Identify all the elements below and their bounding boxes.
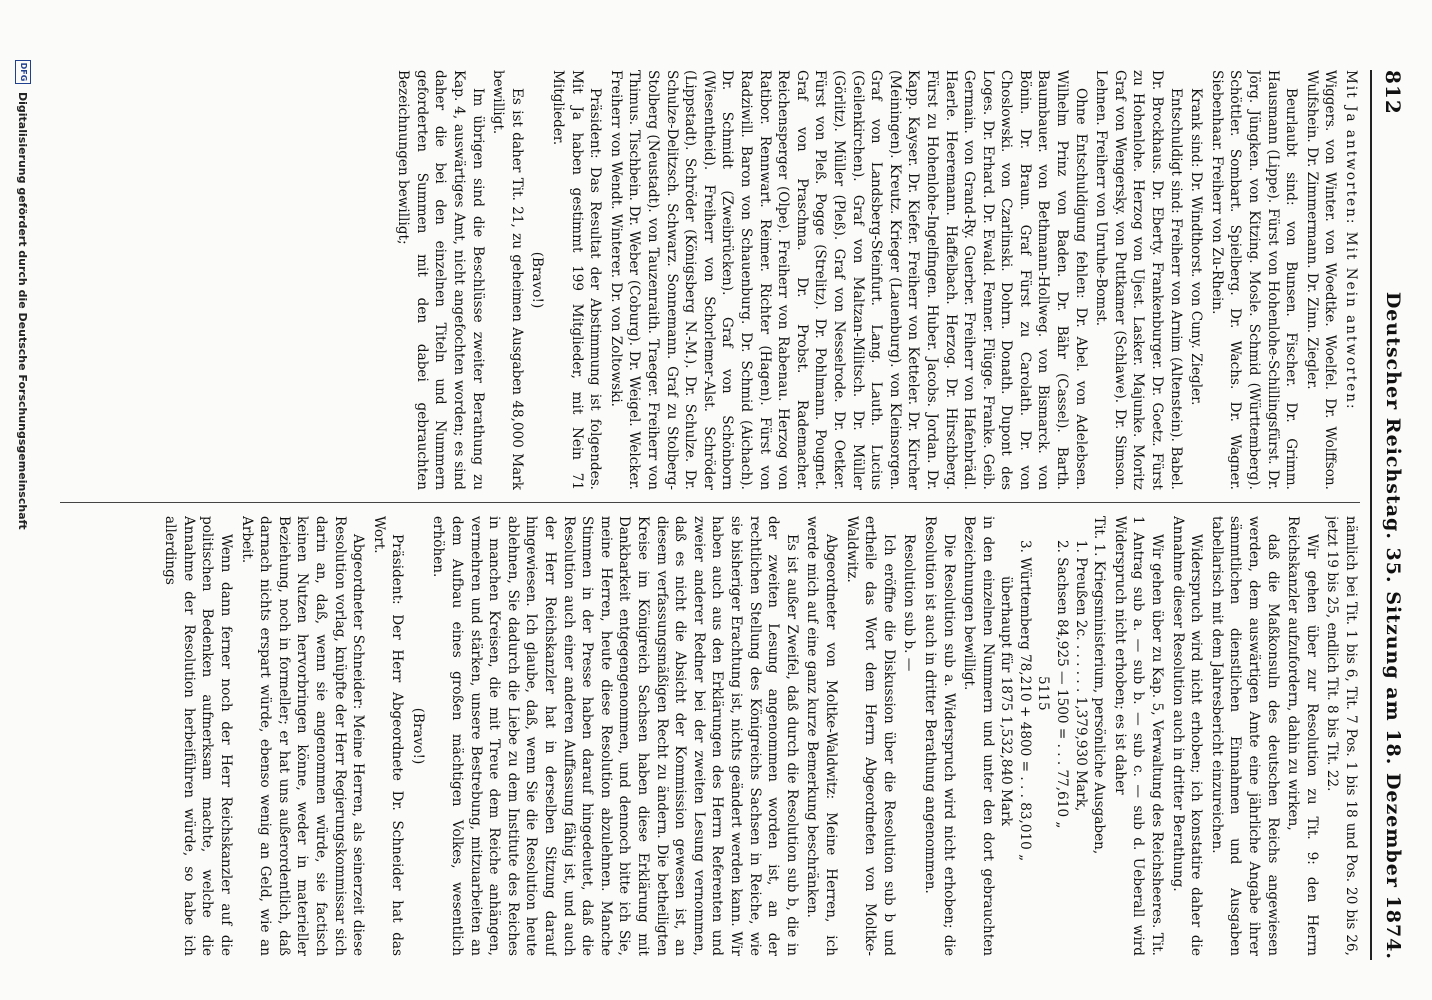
paragraph-titles: nämlich bei Tit. 1 bis 6, Tit. 7 Pos. 1 bis 18 und Pos. 20 bis 26, jetzt 19 bis 25, endlich Tit. 8 bis Tit. 22. [1324, 516, 1359, 956]
speech-moltke-body: Es ist außer Zweifel, daß durch die Resolution sub b, die in der zweiten Lesung angenommen worden ist, an der rechtlichen Stellung des Königreichs Sachsen in Reiche, wie sie bisheriger Erachtung ist, nichts geändert werden kann. Wir haben auch aus den Erklärungen des Herrn Referenten und zweier anderer Redner bei der zweiten Lesung vernommen, daß es nicht die Absicht der Kommission gewesen ist, an diesem verfassungsmäßigen Recht zu ändern. Die betheiligten Kreise im Königreich Sachsen haben diese Erklärung mit Dankbarkeit entgegengenommen, und dennoch bitte ich Sie, meine Herren, heute diese Resolution abzulehnen. Manche Stimmen in der Presse haben darauf hingedeutet, daß die Resolution auch einer anderen Auffassung fähig ist, und auch der Herr Reichskanzler hat in derselben Sitzung darauf hingewiesen. Ich glaube, daß, wenn Sie die Resolution heute ablehnen, Sie dadurch die Liebe zu dem Institute des Reiches in manchen Kreisen, die mit Treue dem Reiche anhängen, vermehren und stärken, unsere Bestrebung, mitzuarbeiten an dem Aufbau eines großen mächtigen Volkes, wesentlich erhöhen. [430, 516, 800, 956]
absent-on-leave: Beurlaubt sind: von Bunsen. Fischer. Dr. Grimm. Hausmann (Lippe). Fürst von Hohenlohe-Schillingsfürst. Dr. Jörg. Jüngken. von Kitzing. Mosle. Schmid (Württemberg). Schöttler. Sombart. Spielberg. Dr. Wachs. Dr. Wagner. Siebenhaar. Freiherr von Zu-Rhein. [1208, 70, 1300, 490]
paragraph-resolution-text: daß die Maßkonsuln des deutschen Reichs angewiesen werden, dem auswärtigen Amte eine jährliche Angabe ihrer sämmtlichen dienstlichen Einnahmen und Ausgaben tabellarisch mit dem Jahresbericht einzureichen. [1208, 516, 1281, 956]
speech-schneider: Abgeordneter Schneider: Meine Herren, als seinerzeit diese Resolution vorlag, knüpfte der Herr Regierungskommissar sich darin an, daß, wenn sie angenommen würde, sie factisch keinen Nutzen hervorbringen könne, weder in materieller Beziehung, noch in formeller; er hat uns außerordentlich, daß darnach nichts erspart würde, ebenso wenig an Geld, wie an Arbeit. [238, 516, 367, 956]
dfg-logo-icon: DFG [15, 60, 31, 84]
paragraph-remaining: Im übrigen sind die Beschlüsse zweiter Berathung zu Kap. 4, auswärtiges Amt, nicht angefochten worden; es sind daher die bei den einzelnen Titeln und Nummern geforderten Summen mit den dabei gebrauchten Bezeichnungen bewilligt; [395, 70, 486, 490]
speech-moltke-intro: Abgeordneter von Moltke-Waldwitz: Meine Herren, ich werde mich auf eine ganz kurze Bemerkung beschränken. [804, 516, 839, 956]
budget-line: 1. Preußen 2c. . . . . . . 1,379,930 Mark, [1072, 540, 1089, 812]
unexcused-members: Ohne Entschuldigung fehlen: Dr. Abel. von Adelebsen. Wilhelm Prinz von Baden. Dr. Bähr (Cassel). Barth. Baumbauer. von Bethmann-Hollweg. von Bismarck. von Bönin. Dr. Braun. Graf Fürst zu Carolath. Dr. von Choslowski. von Czarlinski. Dohrn. Donath. Dupont des Loges. Dr. Erhard. Dr. Ewald. Fenner. Flügge. Franke. Geib. Germain. von Grand-Ry. Guerber. Freiherr von Hafenbrädl. Haerle. Heeremann. Haffelbach. Herzog. Dr. Hirschberg. Fürst zu Hohenlohe-Ingelfingen. Huber. Jacobs. Jordan. Dr. Kapp. Kayser. Dr. Kiefer. Freiherr von Ketteler. Dr. Kircher (Meiningen). Kreutz. Krieger (Lauenburg). von Kleinsorgen. Graf von Landsberg-Steinfurt. Lang. Lauth. Lucius (Geilenkirchen). Graf von Maltzan-Militsch. Dr. Müller (Görlitz). Müller (Pleß). Graf von Nesselrode. Dr. Oetker. Fürst von Pleß. Pogge (Strelitz). Dr. Pohlmann. Pougnet. Graf von Praschma. Dr. Probst. Rademacher. Reichensperger (Olpe). Freiherr von Rabenau. Herzog von Ratibor. Rennwart. Reimer. Richter (Hagen). Fürst von Radziwill. Baron von Schauenburg. Dr. Schmid (Aichach). Dr. Schmidt (Zweibrücken). Graf von Schönborn (Wiesentheid). Freiherr von Schorlemer-Alst. Schröder (Lippstadt). Schröder (Königsberg N.-M.). Dr. Schulze. Dr. Schulze-Delitzsch. Schwarz. Sonnemann. Graf zu Stolberg-Stolberg (Neustadt). von Tauzenraith. Traeger. Freiherr von Thimus. Tischbein. Dr. Weber (Coburg). Dr. Weigel. Welcker. Freiherr von Wendt. Winterer. Dr. von Zoltowski. [607, 70, 1089, 490]
right-column [60, 516, 1360, 956]
paragraph-approved-numbers: in den einzelnen Nummern und unter den dort gebrauchten Bezeichnungen bewilligt. [961, 516, 996, 956]
budget-line: 3. Württemberg 78,210 + 4800 = . . . 83,010 „ [1016, 540, 1033, 862]
paragraph-resolution-intro: Wir gehen über zur Resolution zu Tit. 9: den Herrn Reichskanzler aufzufordern, dahin zu wirken, [1285, 516, 1320, 956]
budget-total: überhaupt für 1875 1,532,840 Mark [998, 576, 1015, 826]
president-statement: Präsident: Der Herr Abgeordnete Dr. Schneider hat das Wort. [370, 516, 406, 956]
speech-schneider-cont: Wenn dann ferner noch der Herr Reichskanzler auf die politischen Bedenken aufmerksam machte, welche die Annahme der Resolution herbeiführen würde, so habe ich allerdings [162, 516, 234, 956]
budget-line: 2. Sachsen 84,925 — 1500 = . . . 77,610 „ [1054, 540, 1071, 829]
sick-members: Krank sind: Dr. Windthorst. von Cuny. Ziegler. [1188, 88, 1205, 406]
budget-list [997, 516, 1109, 956]
applause: (Bravo!) [529, 251, 546, 309]
paragraph-no-objection: Widerspruch wird nicht erhoben; ich konstatire daher die Annahme dieser Resolution auch in dritter Berathung. [1169, 516, 1205, 956]
paragraph-discussion: Ich eröffne die Diskussion über die Resolution sub b und ertheile das Wort dem Herrn Abgeordneten von Moltke-Waldwitz. [843, 516, 897, 956]
digitization-footer [8, 60, 38, 960]
running-header [1374, 70, 1412, 960]
budget-line: 5115 [1035, 676, 1052, 711]
left-column [60, 70, 1360, 490]
vote-names-ja: Wiggers. von Winter. von Woedtke. Woelfel. Dr. Wolffson. Wulfshein. Dr. Zimmermann. Dr. Zinn. Ziegler. [1303, 70, 1339, 490]
column-divider [60, 502, 1360, 503]
excused-members: Entschuldigt sind: Freiherr von Arnim (Altenstein). Babel. Dr. Brockhaus. Dr. Eberty. Frankenburger. Dr. Goetz. Fürst zu Hohenlohe. Herzog von Ujest. Lasker. Majunke. Moritz Graf von Wengersky. von Puttkamer (Schlawe). Dr. Simson. Lehnen. Freiherr von Unruhe-Bomst. [1093, 70, 1184, 490]
budget-line: Tit. 1. Kriegsministerium, persönliche Ausgaben, [1091, 516, 1108, 855]
paragraph-resolution-b: Resolution sub b. — [901, 534, 918, 672]
paragraph-approved: Es ist daher Tit. 21, zu geheimen Ausgaben 48,000 Mark bewilligt. [490, 70, 525, 490]
header-rule [1370, 70, 1372, 960]
page-number: 812 [1381, 70, 1405, 115]
paragraph-resolution-a: Die Resolution sub a. Widerspruch wird nicht erhoben; die Resolution ist auch in dritter Berathung angenommen. [921, 516, 957, 956]
footer-text: Digitalisierung gefördert durch die Deutsche Forschungsgemeinschaft [16, 92, 30, 530]
president-result: Präsident: Das Resultat der Abstimmung ist folgendes. Mit Ja haben gestimmt 199 Mitglieder, mit Nein 71 Mitglieder. [550, 70, 604, 490]
running-title: Deutscher Reichstag. 35. Sitzung am 18. Dezember 1874. [1382, 291, 1404, 960]
applause: (Bravo!) [409, 707, 426, 765]
paragraph-army: Wir gehen über zu Kap. 5, Verwaltung des Reichsheeres. Tit. 1 Antrag sub a. — sub b. — sub c. — sub d. Ueberall wird Widerspruch nicht erhoben; es ist daher [1111, 516, 1166, 956]
vote-heading: Mit Ja antworten: Mit Nein antworten: [1343, 70, 1359, 411]
